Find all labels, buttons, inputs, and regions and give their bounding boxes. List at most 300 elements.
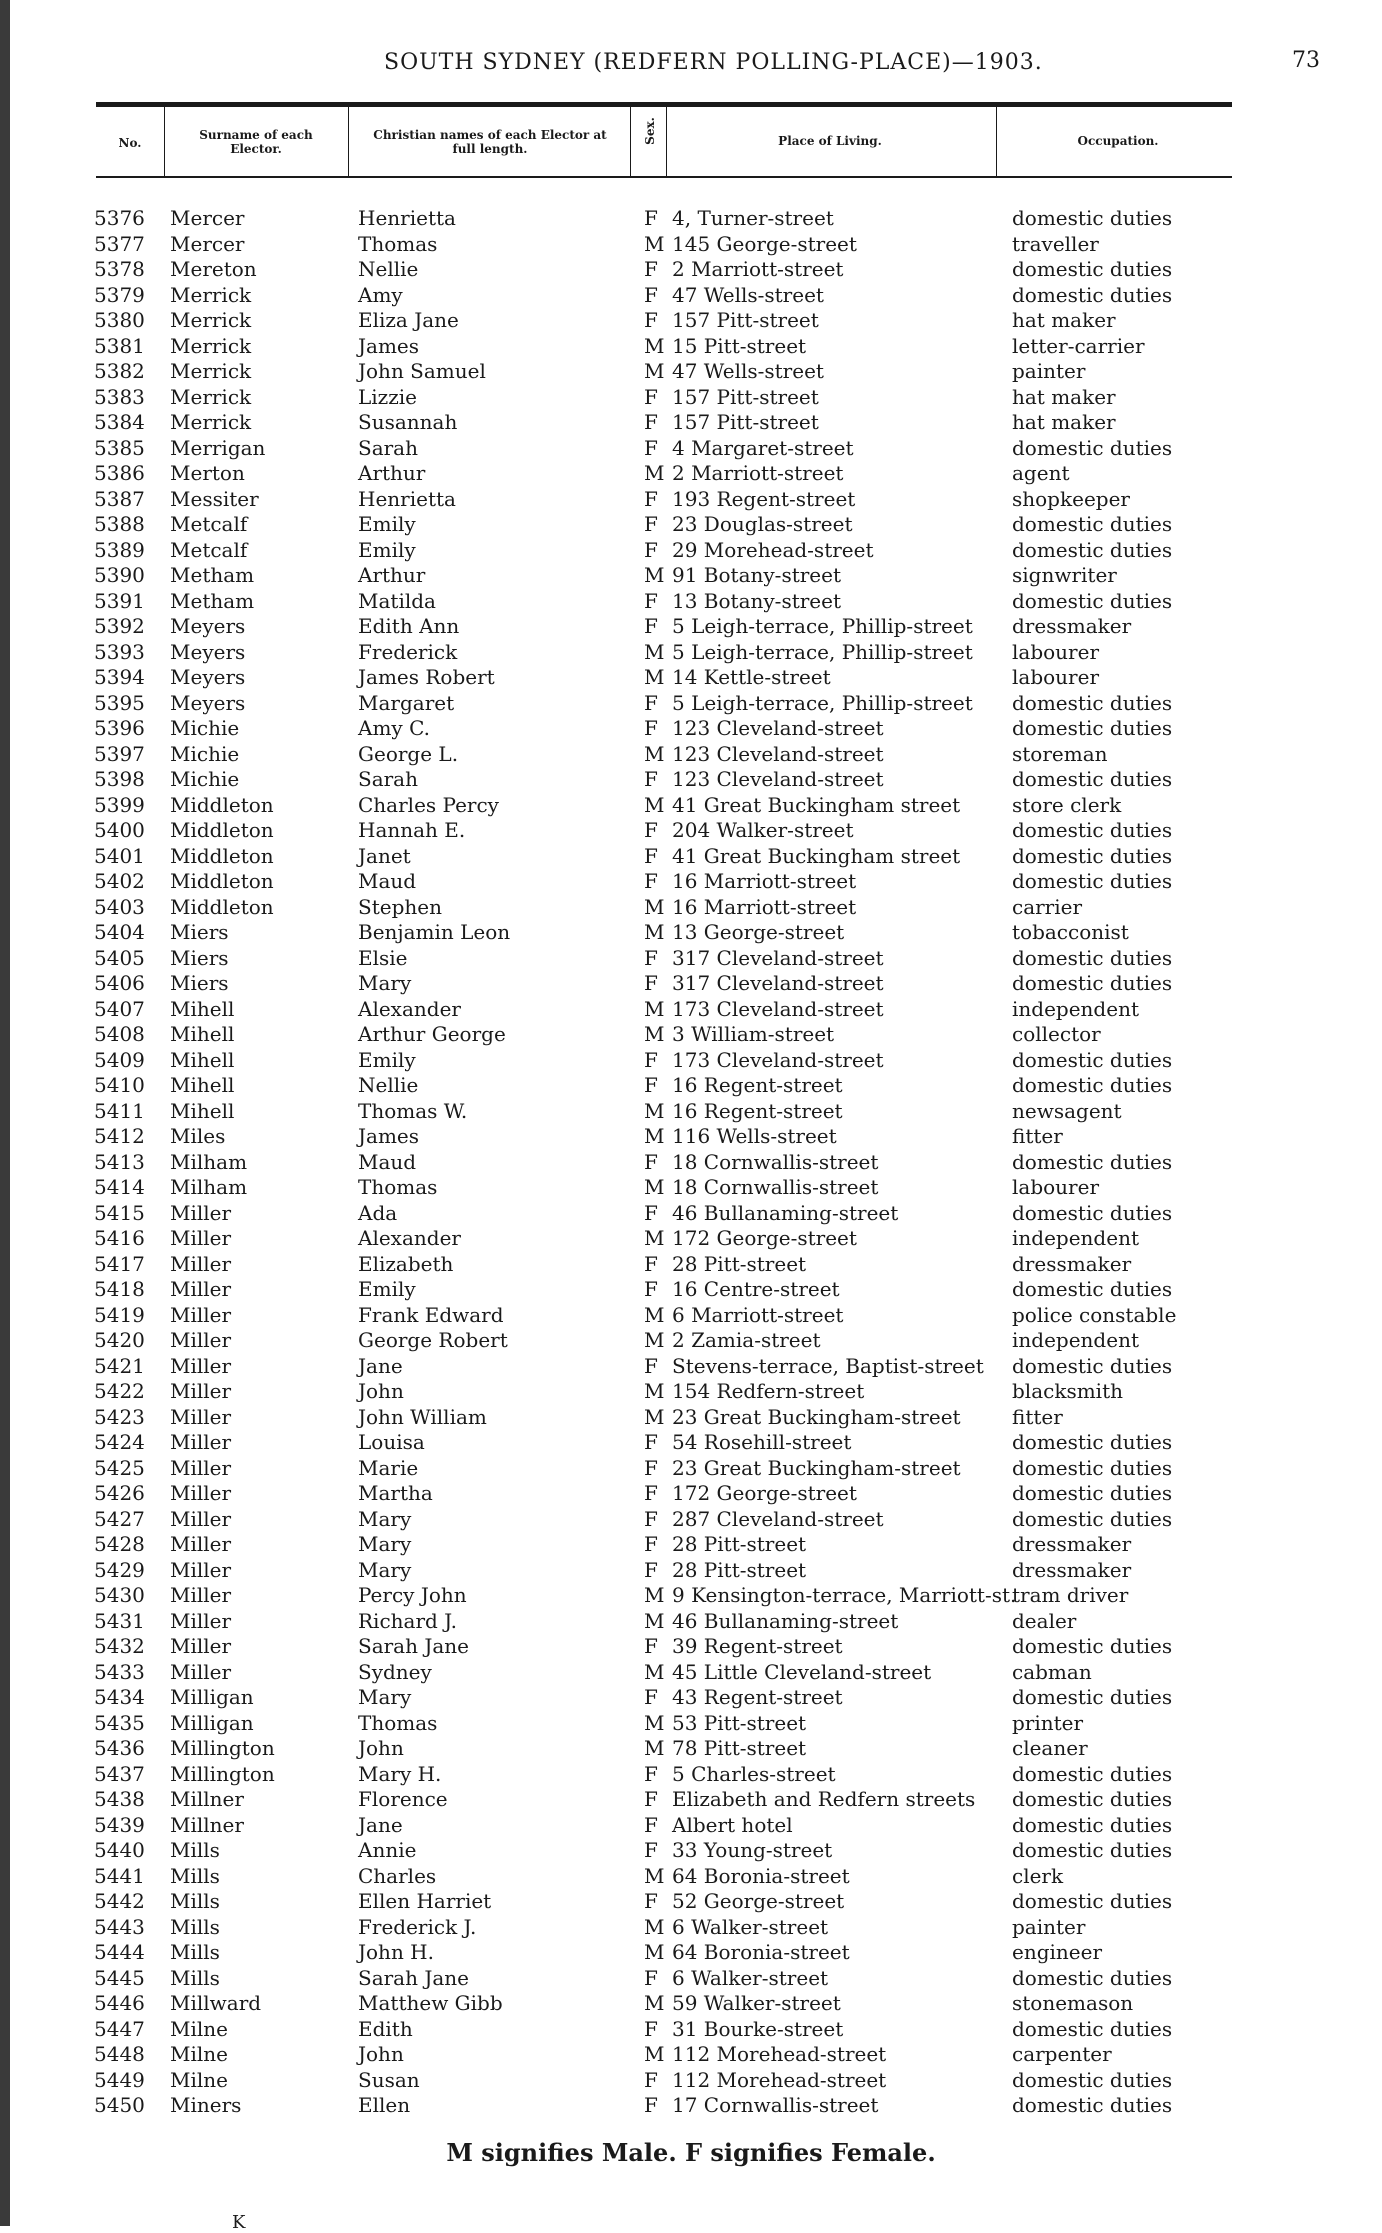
elector-occupation: domestic duties (1012, 869, 1173, 893)
elector-christian-names: Mary (358, 971, 412, 995)
elector-sex: F (644, 1430, 658, 1454)
elector-sex: F (644, 818, 658, 842)
elector-place-of-living: 6 Walker-street (672, 1914, 829, 1939)
elector-surname: Middleton (170, 818, 274, 842)
elector-number: 5449 (94, 2067, 145, 2092)
table-row (0, 1507, 1382, 1533)
elector-sex: F (644, 1838, 658, 1862)
elector-occupation: tram driver (1012, 1583, 1129, 1607)
elector-place-of-living: 33 Young-street (672, 1838, 833, 1862)
elector-occupation: store clerk (1012, 792, 1122, 817)
elector-place-of-living: 16 Marriott-street (672, 894, 857, 919)
elector-number: 5445 (94, 1965, 145, 1990)
elector-place-of-living: 157 Pitt-street (672, 384, 819, 409)
elector-sex: F (644, 384, 658, 409)
table-row (0, 436, 1382, 462)
elector-occupation: independent (1012, 1328, 1139, 1352)
elector-number: 5393 (94, 639, 145, 664)
elector-sex: F (644, 2067, 658, 2092)
elector-christian-names: John Samuel (358, 359, 486, 383)
elector-christian-names: Maud (358, 1149, 417, 1174)
elector-place-of-living: 317 Cleveland-street (672, 945, 884, 970)
elector-christian-names: James (358, 1124, 420, 1148)
elector-place-of-living: 52 George-street (672, 1889, 845, 1913)
elector-surname: Miller (170, 1481, 232, 1505)
elector-place-of-living: Albert hotel (672, 1812, 793, 1837)
elector-place-of-living: 116 Wells-street (672, 1124, 837, 1148)
elector-christian-names: Edith (358, 2016, 413, 2041)
elector-christian-names: Edith Ann (358, 614, 460, 638)
elector-sex: M (644, 1175, 665, 1199)
elector-number: 5385 (94, 435, 145, 460)
elector-sex: M (644, 1659, 665, 1684)
elector-number: 5415 (94, 1200, 145, 1225)
elector-sex: M (644, 1863, 665, 1888)
elector-occupation: carpenter (1012, 2042, 1112, 2066)
elector-occupation: traveller (1012, 231, 1099, 256)
header-col-divider-3 (630, 107, 631, 176)
elector-surname: Mihell (170, 1047, 235, 1072)
elector-christian-names: Charles Percy (358, 792, 499, 817)
elector-sex: F (644, 1761, 658, 1786)
elector-occupation: domestic duties (1012, 2093, 1173, 2117)
elector-christian-names: Matthew Gibb (358, 1991, 503, 2015)
elector-occupation: cleaner (1012, 1736, 1088, 1760)
elector-number: 5378 (94, 257, 145, 281)
elector-number: 5436 (94, 1736, 145, 1760)
elector-surname: Miller (170, 1506, 232, 1531)
elector-place-of-living: 3 William-street (672, 1022, 835, 1046)
elector-number: 5406 (94, 971, 145, 995)
column-header-place: Place of Living. (778, 134, 882, 148)
elector-sex: F (644, 945, 658, 970)
elector-place-of-living: 17 Cornwallis-street (672, 2093, 879, 2117)
elector-occupation: independent (1012, 1226, 1139, 1250)
elector-number: 5442 (94, 1889, 145, 1913)
elector-sex: F (644, 1277, 658, 1301)
elector-place-of-living: 29 Morehead-street (672, 537, 874, 562)
elector-occupation: signwriter (1012, 563, 1117, 587)
elector-place-of-living: 2 Marriott-street (672, 461, 844, 485)
elector-occupation: domestic duties (1012, 1073, 1173, 1097)
elector-sex: F (644, 1251, 658, 1276)
elector-occupation: dressmaker (1012, 1557, 1132, 1582)
table-row (0, 1966, 1382, 1992)
elector-surname: Miller (170, 1455, 232, 1480)
elector-surname: Metcalf (170, 537, 248, 562)
elector-surname: Mercer (170, 206, 245, 230)
elector-number: 5394 (94, 665, 145, 689)
elector-sex: F (644, 1965, 658, 1990)
header-bottom-rule (96, 176, 1232, 178)
elector-sex: F (644, 308, 658, 332)
elector-place-of-living: 46 Bullanaming-street (672, 1200, 899, 1225)
sex-legend: M signifies Male. F signifies Female. (446, 2138, 936, 2167)
table-row (0, 589, 1382, 615)
elector-sex: M (644, 1583, 665, 1607)
elector-surname: Meyers (170, 665, 246, 689)
table-row (0, 1991, 1382, 2017)
elector-sex: F (644, 486, 658, 511)
elector-number: 5405 (94, 945, 145, 970)
table-row (0, 1303, 1382, 1329)
elector-christian-names: Martha (358, 1481, 433, 1505)
elector-number: 5392 (94, 614, 145, 638)
elector-surname: Merrick (170, 359, 252, 383)
table-row (0, 1736, 1382, 1762)
elector-surname: Millington (170, 1761, 275, 1786)
elector-occupation: domestic duties (1012, 435, 1173, 460)
elector-sex: M (644, 359, 665, 383)
elector-occupation: letter-carrier (1012, 333, 1145, 358)
elector-surname: Mihell (170, 1073, 235, 1097)
elector-surname: Mills (170, 1838, 220, 1862)
elector-christian-names: Ellen Harriet (358, 1889, 492, 1913)
column-header-surname: Surname of each Elector. (199, 128, 313, 156)
elector-surname: Mills (170, 1965, 220, 1990)
elector-surname: Merrick (170, 333, 252, 358)
elector-number: 5382 (94, 359, 145, 383)
elector-number: 5419 (94, 1302, 145, 1327)
elector-occupation: tobacconist (1012, 920, 1129, 944)
table-row (0, 538, 1382, 564)
elector-occupation: collector (1012, 1022, 1101, 1046)
column-header-no: No. (118, 136, 142, 150)
elector-number: 5430 (94, 1583, 145, 1607)
table-row (0, 1175, 1382, 1201)
elector-sex: F (644, 1481, 658, 1505)
elector-surname: Miller (170, 1608, 232, 1633)
elector-occupation: cabman (1012, 1659, 1092, 1684)
header-col-divider-2 (348, 107, 349, 176)
elector-occupation: hat maker (1012, 410, 1116, 434)
elector-christian-names: Hannah E. (358, 818, 466, 842)
elector-place-of-living: 317 Cleveland-street (672, 971, 884, 995)
elector-number: 5414 (94, 1175, 145, 1199)
elector-sex: M (644, 1022, 665, 1046)
elector-christian-names: Henrietta (358, 206, 456, 230)
elector-place-of-living: 43 Regent-street (672, 1685, 843, 1709)
elector-place-of-living: 64 Boronia-street (672, 1863, 850, 1888)
elector-number: 5424 (94, 1430, 145, 1454)
elector-surname: Michie (170, 767, 240, 791)
elector-occupation: domestic duties (1012, 1787, 1173, 1811)
elector-sex: M (644, 792, 665, 817)
elector-sex: M (644, 461, 665, 485)
elector-christian-names: Sarah (358, 767, 418, 791)
table-row (0, 665, 1382, 691)
table-row (0, 334, 1382, 360)
elector-sex: F (644, 1812, 658, 1837)
header-col-divider-1 (164, 107, 165, 176)
table-row (0, 716, 1382, 742)
elector-christian-names: Mary (358, 1557, 412, 1582)
elector-place-of-living: 5 Leigh-terrace, Phillip-street (672, 690, 973, 715)
elector-christian-names: Frederick J. (358, 1914, 477, 1939)
elector-christian-names: Susan (358, 2067, 420, 2092)
elector-sex: F (644, 1455, 658, 1480)
table-row (0, 614, 1382, 640)
table-row (0, 1456, 1382, 1482)
elector-occupation: domestic duties (1012, 716, 1173, 740)
elector-place-of-living: 59 Walker-street (672, 1991, 841, 2015)
elector-christian-names: George Robert (358, 1328, 508, 1352)
elector-sex: F (644, 206, 658, 230)
table-row (0, 997, 1382, 1023)
elector-surname: Meyers (170, 614, 246, 638)
elector-occupation: painter (1012, 359, 1086, 383)
elector-occupation: blacksmith (1012, 1379, 1123, 1403)
elector-sex: F (644, 537, 658, 562)
elector-occupation: domestic duties (1012, 206, 1173, 230)
elector-number: 5395 (94, 690, 145, 715)
elector-number: 5379 (94, 282, 145, 307)
elector-place-of-living: 78 Pitt-street (672, 1736, 807, 1760)
table-row (0, 1099, 1382, 1125)
elector-christian-names: Charles (358, 1863, 437, 1888)
elector-sex: M (644, 894, 665, 919)
elector-occupation: domestic duties (1012, 1761, 1173, 1786)
elector-place-of-living: 46 Bullanaming-street (672, 1608, 899, 1633)
table-row (0, 512, 1382, 538)
elector-surname: Middleton (170, 843, 274, 868)
elector-christian-names: Arthur (358, 461, 426, 485)
elector-occupation: domestic duties (1012, 1481, 1173, 1505)
elector-sex: M (644, 1914, 665, 1939)
elector-occupation: domestic duties (1012, 1506, 1173, 1531)
table-row (0, 869, 1382, 895)
elector-occupation: domestic duties (1012, 971, 1173, 995)
elector-christian-names: Elizabeth (358, 1251, 454, 1276)
elector-occupation: shopkeeper (1012, 486, 1130, 511)
elector-sex: F (644, 971, 658, 995)
elector-christian-names: Sydney (358, 1659, 432, 1684)
elector-number: 5387 (94, 486, 145, 511)
elector-sex: F (644, 588, 658, 613)
elector-number: 5422 (94, 1379, 145, 1403)
elector-place-of-living: 16 Marriott-street (672, 869, 857, 893)
table-row (0, 1124, 1382, 1150)
elector-surname: Millington (170, 1736, 275, 1760)
elector-sex: F (644, 257, 658, 281)
elector-number: 5384 (94, 410, 145, 434)
elector-christian-names: Marie (358, 1455, 419, 1480)
table-row (0, 1609, 1382, 1635)
elector-christian-names: Janet (358, 843, 411, 868)
elector-christian-names: Florence (358, 1787, 448, 1811)
elector-surname: Millner (170, 1787, 244, 1811)
elector-occupation: domestic duties (1012, 2016, 1173, 2041)
table-row (0, 1889, 1382, 1915)
table-row (0, 1073, 1382, 1099)
elector-number: 5428 (94, 1532, 145, 1556)
elector-place-of-living: 31 Bourke-street (672, 2016, 844, 2041)
page-number: 73 (1292, 48, 1320, 73)
elector-number: 5400 (94, 818, 145, 842)
elector-christian-names: John William (358, 1404, 487, 1429)
elector-number: 5377 (94, 231, 145, 256)
table-row (0, 1022, 1382, 1048)
elector-christian-names: Emily (358, 512, 416, 536)
elector-christian-names: Thomas (358, 1710, 438, 1735)
elector-sex: M (644, 231, 665, 256)
elector-surname: Mills (170, 1889, 220, 1913)
elector-christian-names: Amy C. (358, 716, 431, 740)
elector-christian-names: Annie (358, 1838, 417, 1862)
elector-surname: Merrigan (170, 435, 266, 460)
table-row (0, 1048, 1382, 1074)
table-row (0, 1838, 1382, 1864)
elector-place-of-living: 5 Leigh-terrace, Phillip-street (672, 614, 973, 638)
elector-occupation: domestic duties (1012, 818, 1173, 842)
elector-number: 5401 (94, 843, 145, 868)
elector-place-of-living: 172 George-street (672, 1481, 857, 1505)
elector-sex: F (644, 869, 658, 893)
elector-number: 5425 (94, 1455, 145, 1480)
table-row (0, 1813, 1382, 1839)
elector-occupation: domestic duties (1012, 588, 1173, 613)
elector-christian-names: Margaret (358, 690, 455, 715)
elector-occupation: domestic duties (1012, 1889, 1173, 1913)
elector-number: 5398 (94, 767, 145, 791)
elector-sex: F (644, 282, 658, 307)
elector-occupation: labourer (1012, 665, 1100, 689)
elector-number: 5431 (94, 1608, 145, 1633)
elector-sex: F (644, 1634, 658, 1658)
elector-place-of-living: 193 Regent-street (672, 486, 856, 511)
table-row (0, 1685, 1382, 1711)
elector-christian-names: Elsie (358, 945, 408, 970)
elector-sex: F (644, 843, 658, 868)
elector-christian-names: Sarah (358, 435, 418, 460)
table-row (0, 1201, 1382, 1227)
elector-occupation: painter (1012, 1914, 1086, 1939)
elector-occupation: domestic duties (1012, 767, 1173, 791)
elector-sex: M (644, 741, 665, 766)
elector-occupation: domestic duties (1012, 1353, 1173, 1378)
elector-number: 5426 (94, 1481, 145, 1505)
elector-number: 5390 (94, 563, 145, 587)
elector-surname: Miller (170, 1277, 232, 1301)
table-row (0, 640, 1382, 666)
elector-number: 5441 (94, 1863, 145, 1888)
elector-surname: Meyers (170, 690, 246, 715)
elector-surname: Middleton (170, 869, 274, 893)
signature-mark: K (232, 2212, 246, 2233)
table-row (0, 2017, 1382, 2043)
elector-sex: M (644, 1991, 665, 2015)
elector-sex: M (644, 1226, 665, 1250)
elector-surname: Milham (170, 1175, 248, 1199)
elector-sex: F (644, 690, 658, 715)
elector-place-of-living: 173 Cleveland-street (672, 996, 884, 1021)
elector-place-of-living: 6 Walker-street (672, 1965, 829, 1990)
elector-surname: Millward (170, 1991, 262, 2015)
table-row (0, 767, 1382, 793)
elector-christian-names: Richard J. (358, 1608, 458, 1633)
elector-surname: Milne (170, 2016, 228, 2041)
elector-place-of-living: 4, Turner-street (672, 206, 834, 230)
elector-place-of-living: 39 Regent-street (672, 1634, 843, 1658)
elector-surname: Millner (170, 1812, 244, 1837)
elector-sex: M (644, 665, 665, 689)
table-row (0, 563, 1382, 589)
elector-surname: Milne (170, 2042, 228, 2066)
elector-place-of-living: 2 Zamia-street (672, 1328, 821, 1352)
elector-occupation: hat maker (1012, 308, 1116, 332)
elector-occupation: police constable (1012, 1302, 1177, 1327)
elector-occupation: domestic duties (1012, 2067, 1173, 2092)
elector-sex: F (644, 1200, 658, 1225)
elector-christian-names: James (358, 333, 420, 358)
page-title: SOUTH SYDNEY (REDFERN POLLING-PLACE)—1903. (384, 50, 1043, 75)
elector-place-of-living: Elizabeth and Redfern streets (672, 1787, 976, 1811)
elector-surname: Miller (170, 1659, 232, 1684)
elector-occupation: newsagent (1012, 1098, 1122, 1123)
elector-christian-names: Lizzie (358, 384, 417, 409)
table-row (0, 793, 1382, 819)
table-row (0, 1481, 1382, 1507)
elector-occupation: domestic duties (1012, 1838, 1173, 1862)
elector-occupation: storeman (1012, 741, 1108, 766)
elector-surname: Middleton (170, 792, 274, 817)
elector-occupation: independent (1012, 996, 1139, 1021)
elector-sex: M (644, 1328, 665, 1352)
elector-christian-names: Amy (358, 282, 403, 307)
table-row (0, 2068, 1382, 2094)
elector-surname: Mills (170, 1914, 220, 1939)
elector-occupation: domestic duties (1012, 257, 1173, 281)
elector-christian-names: Ada (358, 1200, 398, 1225)
elector-christian-names: John (358, 2042, 404, 2066)
elector-place-of-living: Stevens-terrace, Baptist-street (672, 1353, 984, 1378)
elector-christian-names: Mary H. (358, 1761, 442, 1786)
elector-surname: Miller (170, 1379, 232, 1403)
elector-surname: Mereton (170, 257, 257, 281)
table-row (0, 818, 1382, 844)
elector-occupation: labourer (1012, 639, 1100, 664)
elector-number: 5404 (94, 920, 145, 944)
elector-christian-names: Arthur George (358, 1022, 506, 1046)
table-row (0, 895, 1382, 921)
elector-occupation: carrier (1012, 894, 1083, 919)
table-row (0, 385, 1382, 411)
elector-christian-names: Frederick (358, 639, 458, 664)
elector-place-of-living: 47 Wells-street (672, 282, 824, 307)
elector-occupation: domestic duties (1012, 843, 1173, 868)
elector-christian-names: Stephen (358, 894, 442, 919)
table-row (0, 2093, 1382, 2119)
elector-number: 5389 (94, 537, 145, 562)
elector-christian-names: Ellen (358, 2093, 411, 2117)
elector-number: 5410 (94, 1073, 145, 1097)
elector-occupation: engineer (1012, 1940, 1103, 1964)
elector-christian-names: Emily (358, 1047, 416, 1072)
elector-number: 5434 (94, 1685, 145, 1709)
elector-number: 5420 (94, 1328, 145, 1352)
elector-surname: Merrick (170, 384, 252, 409)
elector-number: 5408 (94, 1022, 145, 1046)
elector-surname: Miers (170, 971, 229, 995)
elector-number: 5396 (94, 716, 145, 740)
table-row (0, 2042, 1382, 2068)
elector-number: 5386 (94, 461, 145, 485)
elector-place-of-living: 13 George-street (672, 920, 845, 944)
table-row (0, 1864, 1382, 1890)
elector-surname: Mihell (170, 996, 235, 1021)
elector-christian-names: John (358, 1736, 404, 1760)
elector-occupation: dressmaker (1012, 1251, 1132, 1276)
